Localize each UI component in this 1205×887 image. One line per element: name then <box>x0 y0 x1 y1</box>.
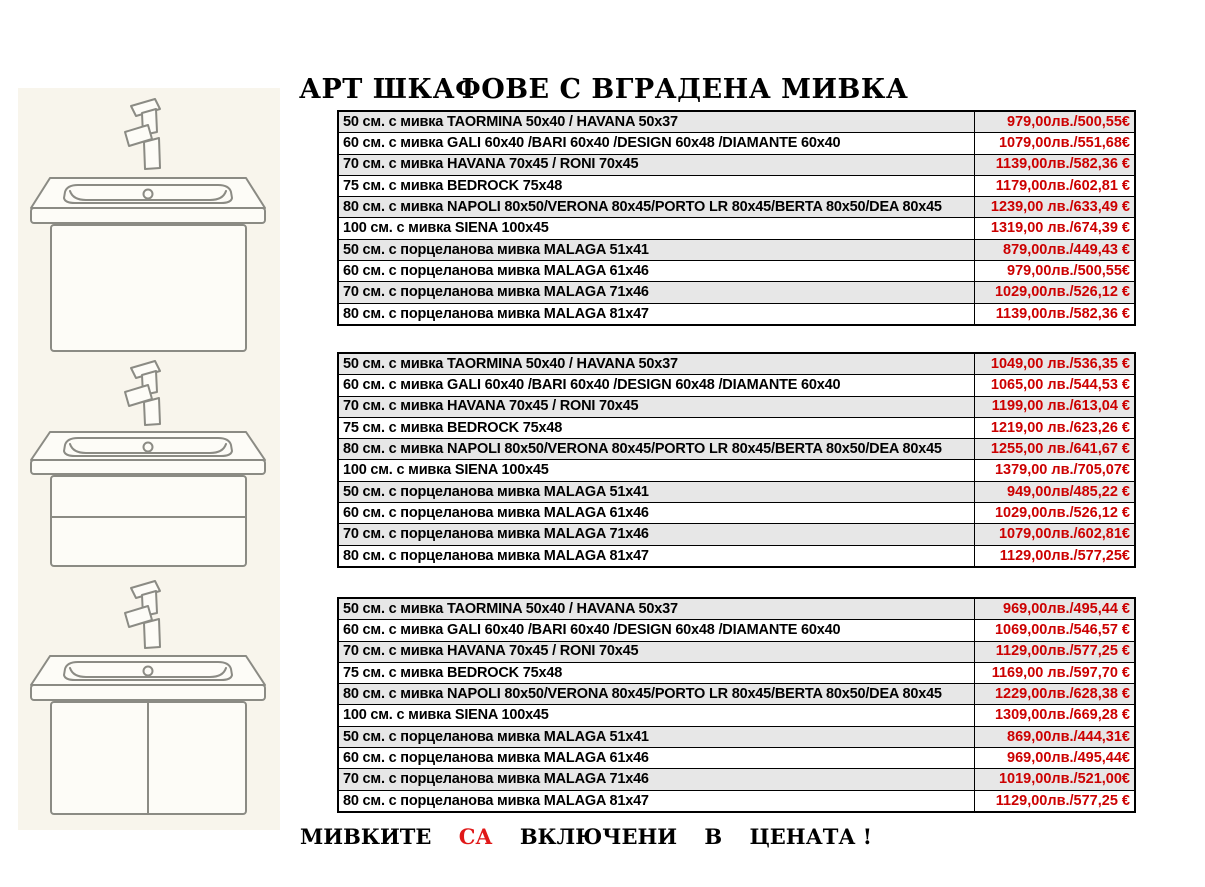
product-price: 1129,00лв./577,25 € <box>975 641 1136 662</box>
product-description: 70 см. с порцеланова мивка MALAGA 71x46 <box>338 282 975 303</box>
product-description: 80 см. с мивка NAPOLI 80x50/VERONA 80x45/PORTO LR 80x45/BERTA 80x50/DEA 80x45 <box>338 439 975 460</box>
vanity-sink-two-doors-illustration <box>18 576 280 824</box>
table-row <box>338 524 1135 545</box>
product-description: 60 см. с порцеланова мивка MALAGA 61x46 <box>338 748 975 769</box>
product-description: 70 см. с мивка HAVANA 70x45 / RONI 70x45 <box>338 641 975 662</box>
product-description: 100 см. с мивка SIENA 100x45 <box>338 218 975 239</box>
table-row <box>338 197 1135 218</box>
product-price: 1179,00лв./602,81 € <box>975 175 1136 196</box>
product-price: 1065,00 лв./544,53 € <box>975 375 1136 396</box>
product-description: 70 см. с порцеланова мивка MALAGA 71x46 <box>338 769 975 790</box>
product-description: 70 см. с мивка HAVANA 70x45 / RONI 70x45 <box>338 396 975 417</box>
table-row <box>338 417 1135 438</box>
product-price: 1309,00лв./669,28 € <box>975 705 1136 726</box>
product-price: 1239,00 лв./633,49 € <box>975 197 1136 218</box>
product-description: 50 см. с мивка TAORMINA 50x40 / HAVANA 50x37 <box>338 353 975 375</box>
table-row <box>338 282 1135 303</box>
product-price: 1079,00лв./602,81€ <box>975 524 1136 545</box>
product-description: 100 см. с мивка SIENA 100x45 <box>338 460 975 481</box>
table-row <box>338 748 1135 769</box>
table-row <box>338 353 1135 375</box>
footer-word: В <box>704 824 723 849</box>
price-table-2 <box>337 352 1136 568</box>
table-row <box>338 218 1135 239</box>
product-description: 80 см. с порцеланова мивка MALAGA 81x47 <box>338 545 975 567</box>
product-description: 80 см. с порцеланова мивка MALAGA 81x47 <box>338 790 975 812</box>
product-description: 50 см. с порцеланова мивка MALAGA 51x41 <box>338 726 975 747</box>
product-price: 1029,00лв./526,12 € <box>975 282 1136 303</box>
product-price: 879,00лв./449,43 € <box>975 239 1136 260</box>
product-price: 1029,00лв./526,12 € <box>975 503 1136 524</box>
product-description: 100 см. с мивка SIENA 100x45 <box>338 705 975 726</box>
product-description: 50 см. с мивка TAORMINA 50x40 / HAVANA 50x37 <box>338 598 975 620</box>
price-table-3 <box>337 597 1136 813</box>
product-description: 60 см. с мивка GALI 60x40 /BARI 60x40 /DESIGN 60x48 /DIAMANTE 60x40 <box>338 375 975 396</box>
table-row <box>338 303 1135 325</box>
illustration-panel <box>18 88 280 830</box>
product-description: 60 см. с порцеланова мивка MALAGA 61x46 <box>338 503 975 524</box>
table-row <box>338 705 1135 726</box>
product-description: 80 см. с мивка NAPOLI 80x50/VERONA 80x45/PORTO LR 80x45/BERTA 80x50/DEA 80x45 <box>338 684 975 705</box>
product-price: 869,00лв./444,31€ <box>975 726 1136 747</box>
table-row <box>338 154 1135 175</box>
table-row <box>338 662 1135 683</box>
product-description: 60 см. с порцеланова мивка MALAGA 61x46 <box>338 261 975 282</box>
table-row <box>338 545 1135 567</box>
table-row <box>338 598 1135 620</box>
table-row <box>338 684 1135 705</box>
table-row <box>338 175 1135 196</box>
table-row <box>338 503 1135 524</box>
product-description: 70 см. с порцеланова мивка MALAGA 71x46 <box>338 524 975 545</box>
table-row <box>338 239 1135 260</box>
vanity-sink-plain-front-illustration <box>18 92 280 358</box>
product-description: 50 см. с порцеланова мивка MALAGA 51x41 <box>338 481 975 502</box>
product-price: 1079,00лв./551,68€ <box>975 133 1136 154</box>
product-description: 70 см. с мивка HAVANA 70x45 / RONI 70x45 <box>338 154 975 175</box>
product-price: 1139,00лв./582,36 € <box>975 303 1136 325</box>
table-row <box>338 375 1135 396</box>
product-description: 80 см. с мивка NAPOLI 80x50/VERONA 80x45/PORTO LR 80x45/BERTA 80x50/DEA 80x45 <box>338 197 975 218</box>
table-row <box>338 396 1135 417</box>
product-price: 969,00лв./495,44€ <box>975 748 1136 769</box>
table-row <box>338 261 1135 282</box>
table-row <box>338 620 1135 641</box>
product-price: 1219,00 лв./623,26 € <box>975 417 1136 438</box>
product-price: 1229,00лв./628,38 € <box>975 684 1136 705</box>
vanity-sink-two-drawers-illustration <box>18 360 280 572</box>
product-price: 1019,00лв./521,00€ <box>975 769 1136 790</box>
price-table-1 <box>337 110 1136 326</box>
table-row <box>338 481 1135 502</box>
table-row <box>338 641 1135 662</box>
product-price: 1379,00 лв./705,07€ <box>975 460 1136 481</box>
product-description: 60 см. с мивка GALI 60x40 /BARI 60x40 /DESIGN 60x48 /DIAMANTE 60x40 <box>338 620 975 641</box>
table-row <box>338 133 1135 154</box>
product-price: 1199,00 лв./613,04 € <box>975 396 1136 417</box>
product-description: 75 см. с мивка BEDROCK 75x48 <box>338 662 975 683</box>
product-price: 1255,00 лв./641,67 € <box>975 439 1136 460</box>
table-row <box>338 726 1135 747</box>
table-row <box>338 111 1135 133</box>
table-row <box>338 790 1135 812</box>
product-description: 50 см. с мивка TAORMINA 50x40 / HAVANA 50x37 <box>338 111 975 133</box>
product-description: 75 см. с мивка BEDROCK 75x48 <box>338 175 975 196</box>
table-row <box>338 769 1135 790</box>
table-row <box>338 460 1135 481</box>
product-price: 1319,00 лв./674,39 € <box>975 218 1136 239</box>
footer-word: ВКЛЮЧЕНИ <box>519 824 678 849</box>
page-title: АРТ ШКАФОВЕ С ВГРАДЕНА МИВКА <box>299 74 909 105</box>
table-row <box>338 439 1135 460</box>
footer-word: ЦЕНАТА ! <box>749 824 872 849</box>
product-price: 1139,00лв./582,36 € <box>975 154 1136 175</box>
product-price: 1129,00лв./577,25 € <box>975 790 1136 812</box>
product-price: 979,00лв./500,55€ <box>975 111 1136 133</box>
footer-word-highlighted: СА <box>458 824 493 849</box>
product-description: 80 см. с порцеланова мивка MALAGA 81x47 <box>338 303 975 325</box>
footer-note <box>300 824 872 849</box>
product-price: 1049,00 лв./536,35 € <box>975 353 1136 375</box>
product-price: 1069,00лв./546,57 € <box>975 620 1136 641</box>
product-description: 50 см. с порцеланова мивка MALAGA 51x41 <box>338 239 975 260</box>
product-price: 949,00лв/485,22 € <box>975 481 1136 502</box>
product-price: 1169,00 лв./597,70 € <box>975 662 1136 683</box>
footer-word: МИВКИТЕ <box>300 824 432 849</box>
product-price: 1129,00лв./577,25€ <box>975 545 1136 567</box>
product-description: 60 см. с мивка GALI 60x40 /BARI 60x40 /DESIGN 60x48 /DIAMANTE 60x40 <box>338 133 975 154</box>
product-price: 969,00лв./495,44 € <box>975 598 1136 620</box>
product-description: 75 см. с мивка BEDROCK 75x48 <box>338 417 975 438</box>
product-price: 979,00лв./500,55€ <box>975 261 1136 282</box>
